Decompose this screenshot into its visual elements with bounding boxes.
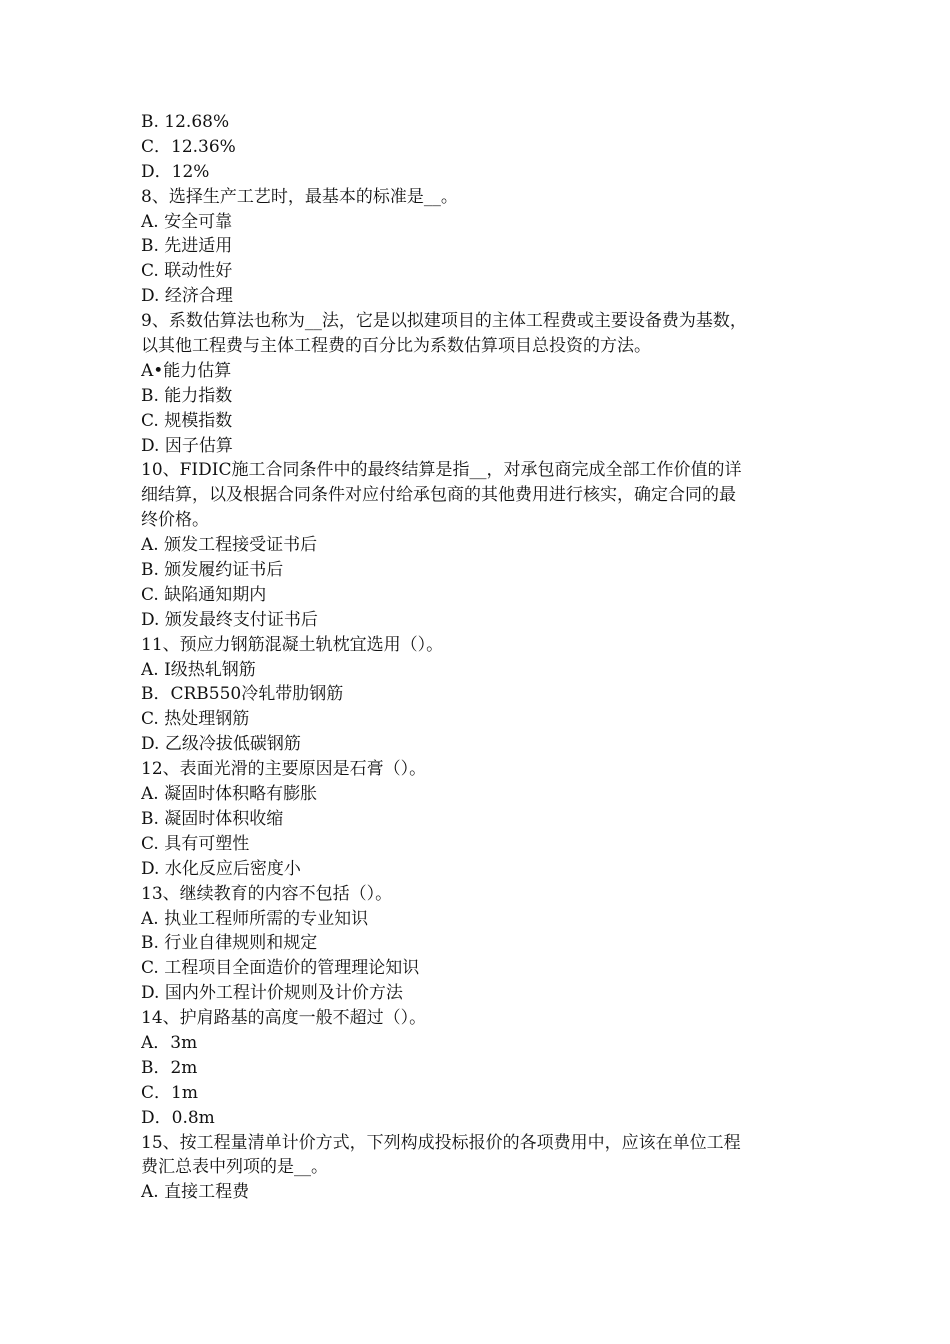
- option-line: D. 因子估算: [141, 435, 233, 456]
- question-15-cont: 费汇总表中列项的是__。: [141, 1157, 328, 1178]
- option-line: D．0.8m: [141, 1107, 215, 1128]
- option-line: B. 凝固时体积收缩: [141, 808, 284, 829]
- question-12: 12、表面光滑的主要原因是石膏（）。: [141, 759, 427, 780]
- option-line: A. 颁发工程接受证书后: [141, 535, 318, 556]
- question-15: 15、按工程量清单计价方式，下列构成投标报价的各项费用中，应该在单位工程: [141, 1132, 741, 1153]
- option-line: B. 颁发履约证书后: [141, 560, 284, 581]
- question-10-cont: 细结算，以及根据合同条件对应付给承包商的其他费用进行核实，确定合同的最: [141, 485, 736, 506]
- option-line: C. 具有可塑性: [141, 833, 250, 854]
- option-line: A. 凝固时体积略有膨胀: [141, 784, 318, 805]
- option-line: C. 联动性好: [141, 261, 233, 282]
- option-line: C. 热处理钢筋: [141, 709, 250, 730]
- question-10: 10、FIDIC施工合同条件中的最终结算是指__，对承包商完成全部工作价值的详: [141, 460, 742, 481]
- option-line: D. 乙级冷拔低碳钢筋: [141, 734, 301, 755]
- text-line: B. 12.68%: [141, 112, 230, 132]
- option-line: B. 能力指数: [141, 385, 233, 406]
- option-line: C．1m: [141, 1082, 198, 1103]
- option-line: C. 规模指数: [141, 410, 233, 431]
- text-line: D．12%: [141, 161, 210, 182]
- option-line: B．CRB550冷轧带肋钢筋: [141, 684, 344, 705]
- question-13: 13、继续教育的内容不包括（）。: [141, 883, 393, 904]
- option-line: D. 国内外工程计价规则及计价方法: [141, 983, 403, 1004]
- option-line: C. 工程项目全面造价的管理理论知识: [141, 958, 420, 979]
- option-line: A．3m: [141, 1032, 198, 1053]
- option-line: D. 水化反应后密度小: [141, 858, 301, 879]
- question-10-cont: 终价格。: [141, 510, 209, 531]
- question-8: 8、选择生产工艺时，最基本的标准是__。: [141, 186, 458, 207]
- question-11: 11、预应力钢筋混凝土轨枕宜选用（）。: [141, 634, 444, 655]
- document-page: [141, 110, 816, 1205]
- option-line: C. 缺陷通知期内: [141, 584, 267, 605]
- question-9: 9、系数估算法也称为__法，它是以拟建项目的主体工程费或主要设备费为基数，: [141, 311, 747, 332]
- option-line: D. 颁发最终支付证书后: [141, 609, 318, 630]
- question-9-cont: 以其他工程费与主体工程费的百分比为系数估算项目总投资的方法。: [141, 336, 651, 357]
- question-14: 14、护肩路基的高度一般不超过（）。: [141, 1008, 427, 1029]
- option-line: A. 安全可靠: [141, 211, 233, 232]
- option-line: A. Ⅰ级热轧钢筋: [141, 659, 256, 680]
- option-line: A. 直接工程费: [141, 1182, 250, 1203]
- option-line: B．2m: [141, 1057, 198, 1078]
- option-line: D. 经济合理: [141, 286, 233, 307]
- option-line: B. 行业自律规则和规定: [141, 933, 318, 954]
- option-line: A•能力估算: [141, 360, 232, 381]
- option-line: B. 先进适用: [141, 236, 233, 257]
- text-line: C．12.36%: [141, 136, 236, 157]
- option-line: A. 执业工程师所需的专业知识: [141, 908, 369, 929]
